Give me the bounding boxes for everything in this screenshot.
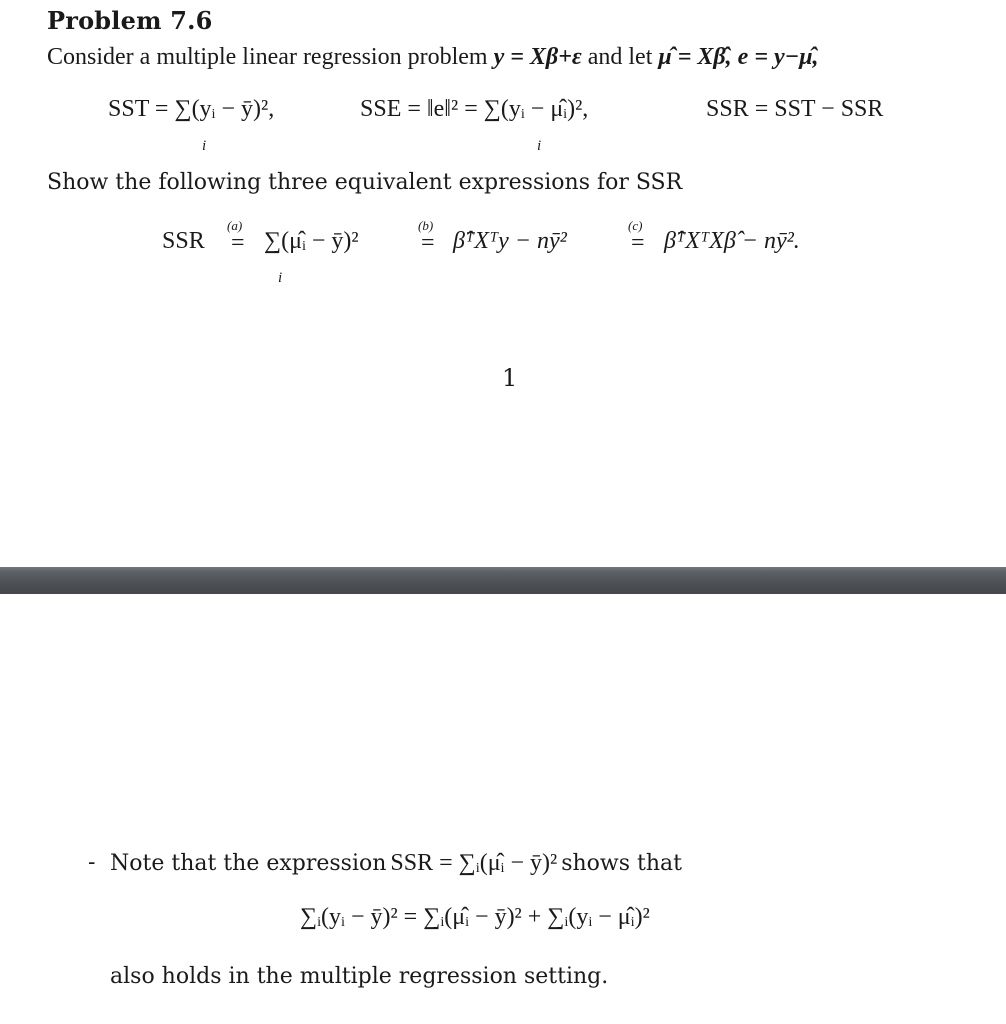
intro-and-let: and let [587, 44, 653, 70]
note-identity: ∑ᵢ(yᵢ − ȳ)² = ∑ᵢ(μ̂ᵢ − ȳ)² + ∑ᵢ(yᵢ − μ̂ᵢ)² [300, 904, 650, 930]
page-number: 1 [502, 364, 518, 392]
note-line [110, 850, 682, 877]
note-text-2: shows that [561, 851, 682, 876]
eq-ssr-definition: SSR = SST − SSR [706, 96, 884, 122]
note-dash: - [88, 850, 96, 875]
note-text-3: also holds in the multiple regression setting. [110, 964, 609, 989]
intro-model-equation: y = Xβ+ε [493, 44, 582, 70]
label-b: (b) [418, 218, 434, 233]
intro-line [47, 44, 819, 71]
expr-c: β̂ᵀXᵀXβ̂ − nȳ². [664, 228, 800, 254]
sst-sum-index: i [202, 138, 207, 154]
expr-a-sum-index: i [278, 270, 283, 286]
label-c: (c) [628, 218, 643, 233]
sse-sum-index: i [537, 138, 542, 154]
ssr-label: SSR [162, 228, 205, 254]
intro-fitted-equation: μ̂ = Xβ̂, e = y−μ̂, [658, 44, 819, 70]
note-text-1: Note that the expression [110, 851, 387, 876]
equals-b-icon: = [421, 230, 435, 256]
intro-text: Consider a multiple linear regression problem [47, 44, 488, 70]
page-separator [0, 567, 1006, 594]
expr-a: ∑(μ̂ᵢ − ȳ)² [264, 228, 359, 254]
equals-c-icon: = [631, 230, 645, 256]
eq-sst: SST = ∑(yᵢ − ȳ)², [108, 96, 275, 122]
expr-b: β̂ᵀXᵀy − nȳ² [453, 228, 567, 254]
show-text: Show the following three equivalent expressions for SSR [47, 170, 683, 195]
eq-sse: SSE = ‖e‖² = ∑(yᵢ − μ̂ᵢ)², [360, 96, 589, 122]
equals-a-icon: = [231, 230, 245, 256]
label-a: (a) [227, 218, 243, 233]
note-equation: SSR = ∑ᵢ(μ̂ᵢ − ȳ)² [390, 850, 558, 876]
problem-title: Problem 7.6 [47, 6, 213, 35]
